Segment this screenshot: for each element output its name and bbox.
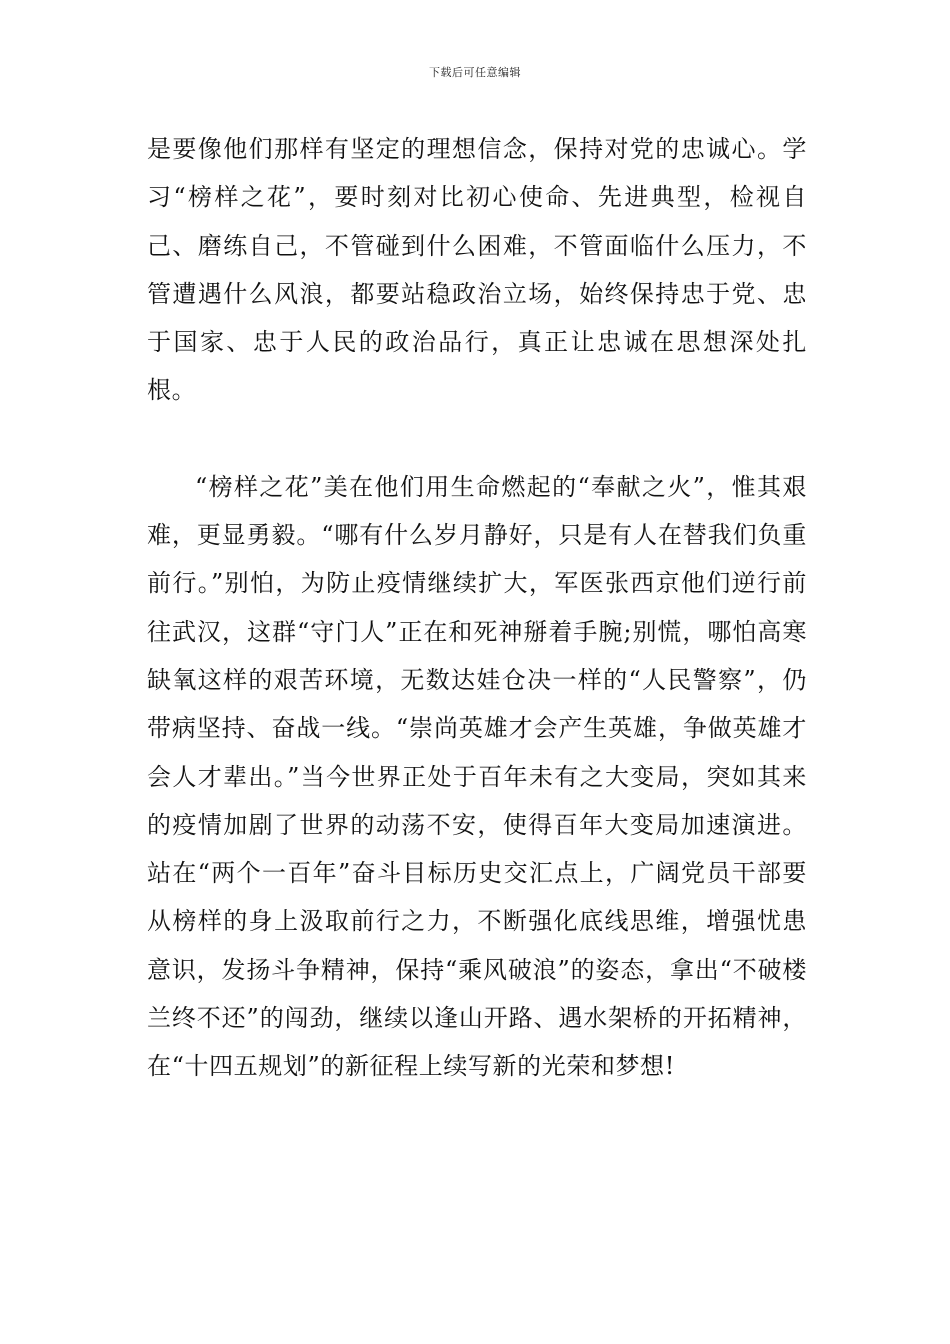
paragraph: “榜样之花”美在他们用生命燃起的“奉献之火”，惟其艰难，更显勇毅。“哪有什么岁月静好，只是有人在替我们负重前行。”别怕，为防止疫情继续扩大，军医张西京他们逆行前往武汉，这群“守门人”正在和死神掰着手腕;别慌，哪怕高寒缺氧这样的艰苦环境，无数达娃仓决一样的“人民警察”，仍带病坚持、奋战一线。“崇尚英雄才会产生英雄，争做英雄才会人才辈出。”当今世界正处于百年未有之大变局，突如其来的疫情加剧了世界的动荡不安，使得百年大变局加速演进。站在“两个一百年”奋斗目标历史交汇点上，广阔党员干部要从榜样的身上汲取前行之力，不断强化底线思维，增强忧患意识，发扬斗争精神，保持“乘风破浪”的姿态，拿出“不破楼兰终不还”的闯劲，继续以逢山开路、遇水架桥的开拓精神，在“十四五规划”的新征程上续写新的光荣和梦想! bbox=[147, 472, 807, 1081]
paragraph: 是要像他们那样有坚定的理想信念，保持对党的忠诚心。学习“榜样之花”，要时刻对比初心使命、先进典型，检视自己、磨练自己，不管碰到什么困难，不管面临什么压力，不管遭遇什么风浪，都要站稳政治立场，始终保持忠于党、忠于国家、忠于人民的政治品行，真正让忠诚在思想深处扎根。 bbox=[147, 135, 807, 405]
document-body bbox=[147, 125, 807, 1091]
page-header: 下载后可任意编辑 bbox=[429, 66, 521, 79]
